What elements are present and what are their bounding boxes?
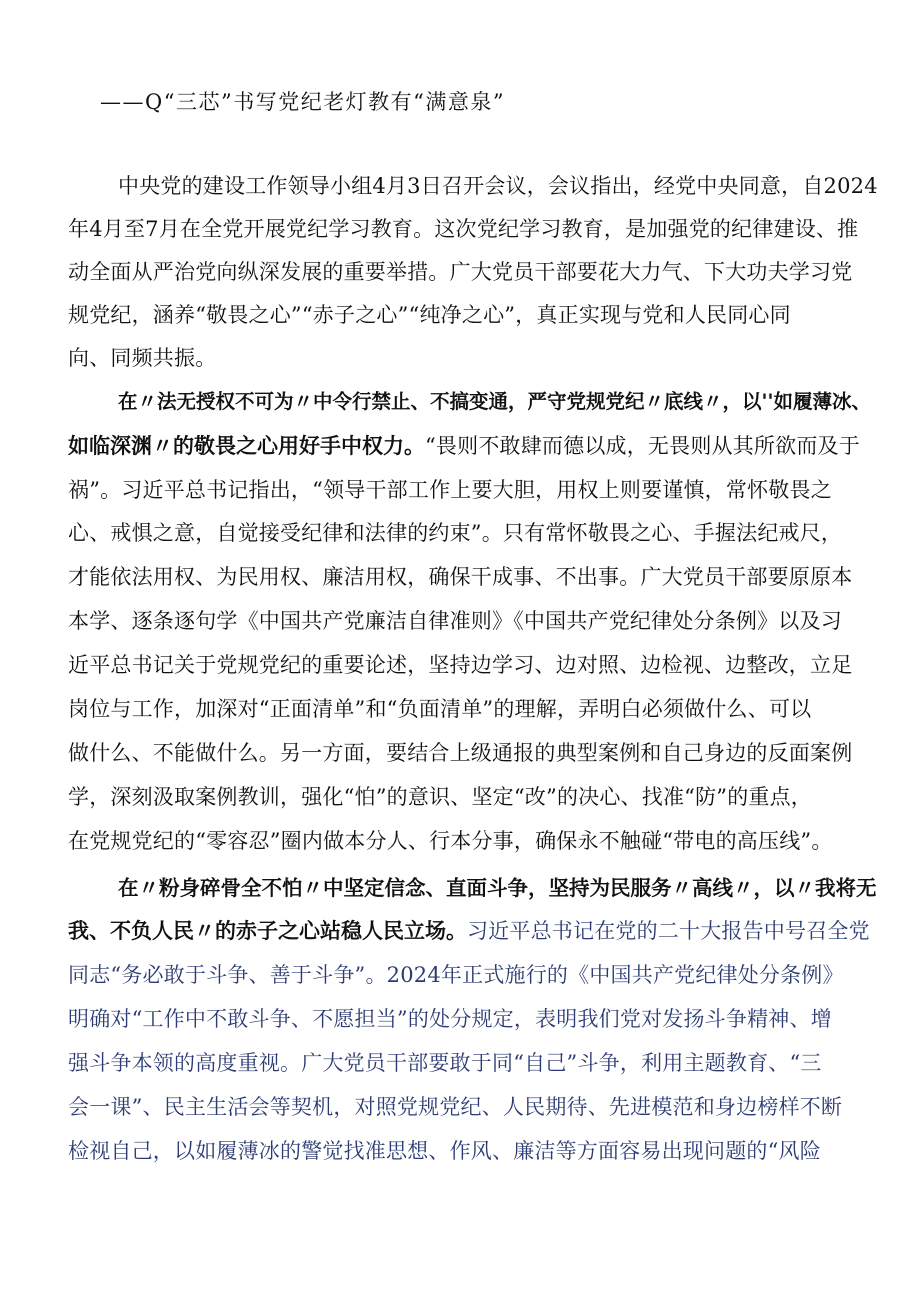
text-line: 中央党的建设工作领导小组4月3日召开会议，会议指出，经党中央同意，自2024 [118,174,878,198]
text-line: 向、同频共振。 [68,346,217,370]
text-line: 年4月至7月在全党开展党纪学习教育。这次党纪学习教育，是加强党的纪律建设、推 [68,217,859,241]
text-line: 在党规党纪的“零容忍”圈内做本分人、行本分事，确保永不触碰“带电的高压线”。 [68,829,833,853]
document-subtitle: ——Q“三芯”书写党纪老灯教有“满意泉” [100,90,506,114]
text-line: 岗位与工作，加深对“正面清单”和“负面清单”的理解，弄明白必须做什么、可以 [68,697,812,721]
text-line: 我、不负人民〃的赤子之心站稳人民立场。习近平总书记在党的二十大报告中号召全党 [68,919,870,943]
text-line: 心、戒惧之意，自觉接受纪律和法律的约束”。只有常怀敬畏之心、手握法纪戒尺， [68,521,843,545]
text-line: 规党纪，涵养“敬畏之心”“赤子之心”“纯净之心”，真正实现与党和人民同心同 [68,303,791,327]
text-line: 明确对“工作中不敢斗争、不愿担当”的处分规定，表明我们党对发扬斗争精神、增 [68,1007,832,1031]
text-line: 如临深渊〃的敬畏之心用好手中权力。“畏则不敢肆而德以成，无畏则从其所欲而及于 [68,434,860,458]
text-line: 才能依法用权、为民用权、廉洁用权，确保干成事、不出事。广大党员干部要原原本 [68,565,853,589]
text-line: 会一课”、民主生活会等契机，对照党规党纪、人民期待、先进模范和身边榜样不断 [68,1095,843,1119]
text-line: 强斗争本领的高度重视。广大党员干部要敢于同“自己”斗争，利用主题教育、“三 [68,1051,822,1075]
text-line: 动全面从严治党向纵深发展的重要举措。广大党员干部要花大力气、下大功夫学习党 [68,260,853,284]
text-line: 同志“务必敢于斗争、善于斗争”。2024年正式施行的《中国共产党纪律处分条例》 [68,963,844,987]
text-line: 在〃粉身碎骨全不怕〃中坚定信念、直面斗争，坚持为民服务〃高线〃，以〃我将无 [118,876,877,900]
text-line: 检视自己，以如履薄冰的警觉找准思想、作风、廉洁等方面容易出现问题的“风险 [68,1139,821,1163]
text-line: 在〃法无授权不可为〃中令行禁止、不搞变通，严守党规党纪〃底线〃，以''如履薄冰、 [118,390,871,413]
text-line: 做什么、不能做什么。另一方面，要结合上级通报的典型案例和自己身边的反面案例 [68,741,853,765]
text-line: 本学、逐条逐句学《中国共产党廉洁自律准则》《中国共产党纪律处分条例》以及习 [68,609,842,633]
text-line: 祸”。习近平总书记指出，“领导干部工作上要大胆，用权上则要谨慎，常怀敬畏之 [68,478,832,502]
text-line: 学，深刻汲取案例教训，强化“怕”的意识、坚定“改”的决心、找准“防”的重点， [68,785,813,809]
text-line: 近平总书记关于党规党纪的重要论述，坚持边学习、边对照、边检视、边整改，立足 [68,653,853,677]
